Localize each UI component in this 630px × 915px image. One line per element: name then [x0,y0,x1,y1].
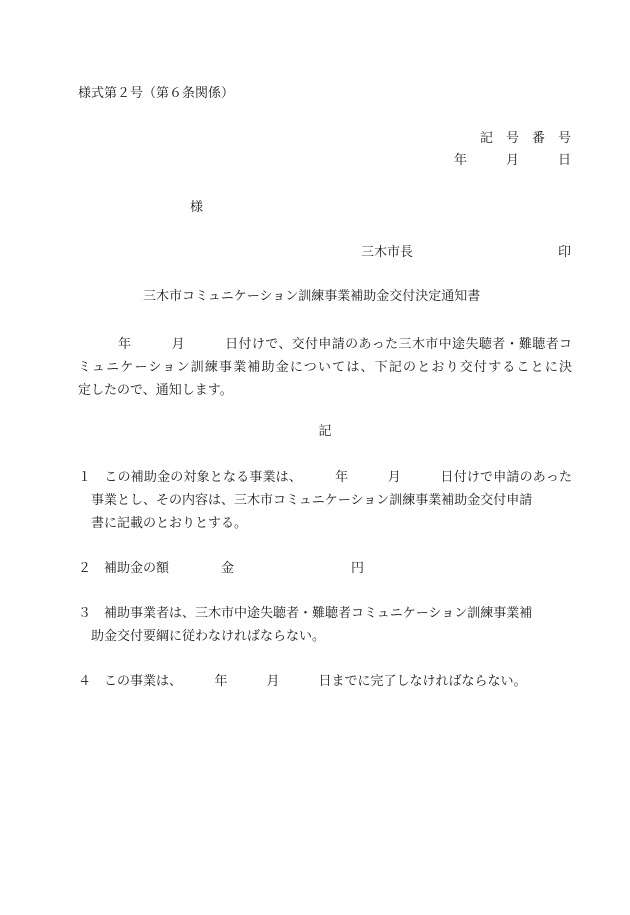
item-line: １ この補助金の対象となる事業は、 年 月 日付けで申請のあった [78,470,572,485]
document-title: 三木市コミュニケーション訓練事業補助金交付決定通知書 [143,289,481,304]
item-line: ４ この事業は、 年 月 日までに完了しなければならない。 [78,674,527,689]
issuer: 三木市長 [361,245,414,260]
body-line: 年 月 日付けで、交付申請のあった三木市中途失聴者・難聴者コ [78,337,572,352]
seal-mark: 印 [558,245,572,260]
item-line: 書に記載のとおりとする。 [91,516,248,531]
list-item [78,602,572,648]
document-number: 記 号 番 号 [479,131,571,146]
item-line: 助金交付要綱に従わなければならない。 [91,629,326,644]
form-label: 様式第２号（第６条関係） [78,86,235,101]
list-item [78,557,572,580]
list-item [78,466,572,535]
body-line: 定したので、通知します。 [78,383,233,398]
ki-heading: 記 [318,424,332,439]
list-item [78,670,572,693]
item-line: ３ 補助事業者は、三木市中途失聴者・難聴者コミュニケーション訓練事業補 [78,606,533,621]
item-line: 事業とし、その内容は、三木市コミュニケーション訓練事業補助金交付申請 [91,493,533,508]
addressee: 様 [190,200,204,215]
body-paragraph [78,333,572,402]
item-line: ２ 補助金の額 金 円 [78,561,365,576]
body-line: ミュニケーション訓練事業補助金については、下記のとおり交付することに決 [78,360,572,375]
document-date: 年 月 日 [453,153,571,168]
